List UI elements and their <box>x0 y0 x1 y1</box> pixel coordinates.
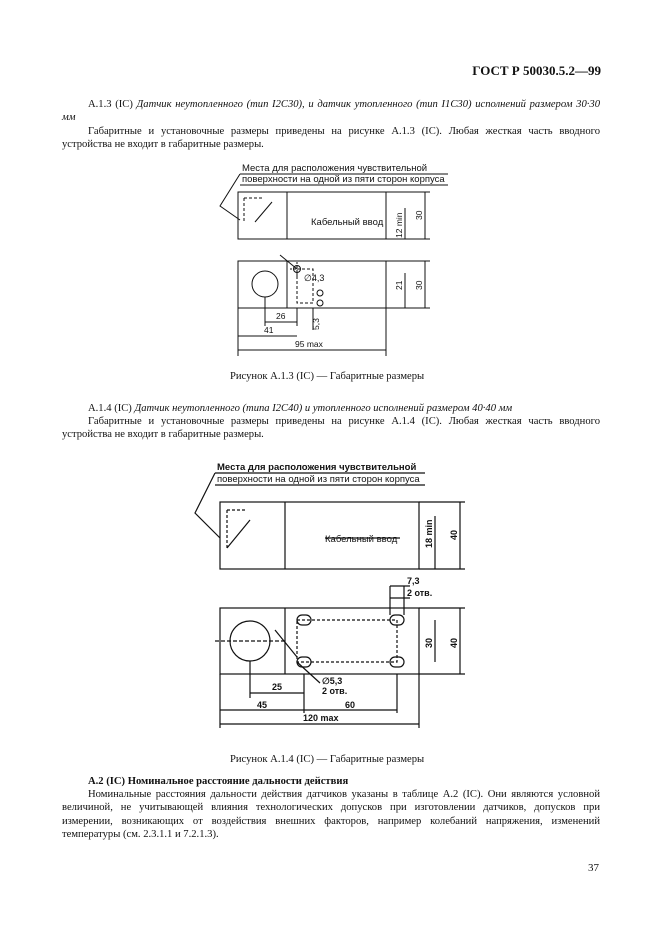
a13-dim-21: 21 <box>394 280 404 290</box>
standard-header: ГОСТ Р 50030.5.2—99 <box>472 63 601 78</box>
a14-dim-2otv-bottom: 2 отв. <box>322 686 348 696</box>
section-a14-body: Габаритные и установочные размеры приведены на рисунке А.1.4 (IC). Любая жесткая часть вводного устройства не входит в габаритные размеры. <box>62 416 600 441</box>
a14-dim-hole: ∅5,3 <box>322 676 343 686</box>
section-a14-title <box>62 402 600 415</box>
a14-dim-45: 45 <box>257 700 268 710</box>
a13-dim-30-bottom: 30 <box>414 280 424 290</box>
a14-dim-2otv-top: 2 отв. <box>407 588 433 598</box>
a13-dim-hole: ∅4,3 <box>304 273 325 283</box>
figure-a14-caption: Рисунок А.1.4 (IC) — Габаритные размеры <box>230 754 425 765</box>
page-number: 37 <box>588 862 599 874</box>
section-a13-title <box>62 98 600 125</box>
section-a13-title-text: Датчик неутопленного (тип I2C30), и датчик утопленного (тип I1C30) исполнений размером 30·30 мм <box>62 99 601 124</box>
a14-dim-120max: 120 max <box>303 713 339 723</box>
figure-a14 <box>185 458 475 740</box>
section-a14-title-text: Датчик неутопленного (типа I2C40) и утопленного исполнений размером 40·40 мм <box>134 403 513 414</box>
section-a14-num: А.1.4 (IC) <box>88 403 132 414</box>
a14-dim-25: 25 <box>272 682 283 692</box>
figure-a13-caption: Рисунок А.1.3 (IC) — Габаритные размеры <box>230 371 425 382</box>
a13-bottom-body <box>238 261 386 308</box>
a14-callout-line2: поверхности на одной из пяти сторон корпуса <box>217 474 420 485</box>
a14-dim-40-top: 40 <box>449 529 459 540</box>
a13-dim-12min: 12 min <box>394 212 404 238</box>
section-a2-title: А.2 (IC) Номинальное расстояние дальности действия <box>88 776 349 787</box>
section-a2-body: Номинальные расстояния дальности действия датчиков указаны в таблице А.2 (IC). Они являются условной величиной, не учитывающей влияния технологических допусков при изготовлении датчиков, допусков при измерении, возникающих от воздействия внешних факторов, например колебаний напряжения, изменений температуры (см. 2.3.1.1 и 7.2.1.3). <box>62 789 600 841</box>
a13-dim-41: 41 <box>264 325 274 335</box>
a13-dim-30-top: 30 <box>414 210 424 220</box>
a14-cable-label: Кабельный ввод <box>325 534 398 545</box>
a13-callout-line1: Места для расположения чувствительной <box>242 163 428 174</box>
a14-dim-18min: 18 min <box>424 519 434 548</box>
a14-callout-line1: Места для расположения чувствительной <box>217 462 417 473</box>
a13-dim-95max: 95 max <box>295 339 323 349</box>
a14-dim-40-bottom: 40 <box>449 637 459 648</box>
a13-cable-label: Кабельный ввод <box>311 217 384 228</box>
a14-dim-7-3: 7,3 <box>407 576 420 586</box>
a14-dim-30: 30 <box>424 637 434 648</box>
section-a13-num: А.1.3 (IC) <box>88 99 133 110</box>
figure-a13 <box>200 158 450 363</box>
a13-dim-5-3: 5,3 <box>311 318 321 330</box>
a13-callout-line2: поверхности на одной из пяти сторон корпуса <box>242 174 445 185</box>
section-a13-body: Габаритные и установочные размеры приведены на рисунке А.1.3 (IC). Любая жесткая часть вводного устройства не входит в габаритные размеры. <box>62 126 600 151</box>
a13-big-hole <box>252 271 278 297</box>
a13-dim-26: 26 <box>276 311 286 321</box>
a14-dim-60: 60 <box>345 700 356 710</box>
